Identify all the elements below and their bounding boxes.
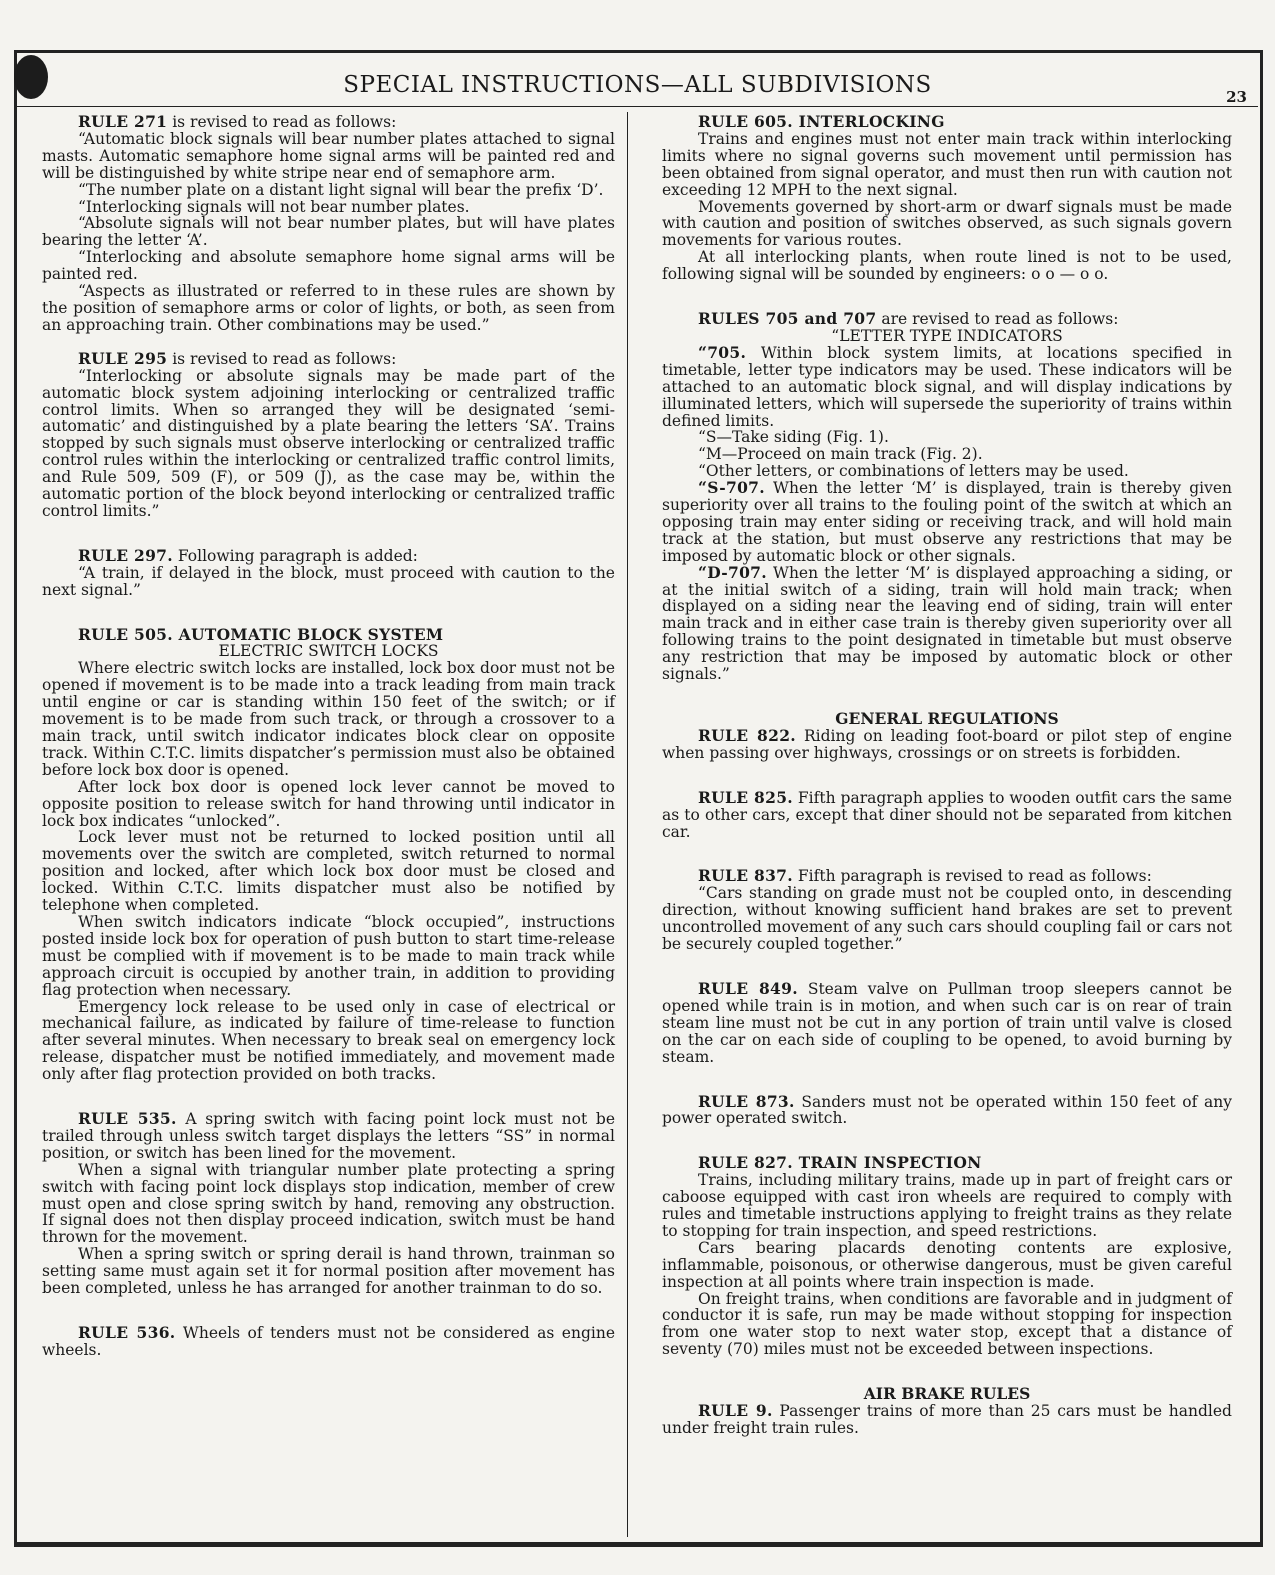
rule-825 bbox=[662, 787, 1232, 841]
rule-text: A spring switch with facing point lock must not be trailed through unless switch target displays the letters “SS” in normal position, or switch has been lined for the movement. bbox=[42, 1110, 615, 1162]
paragraph: “Absolute signals will not bear number plates, but will have plates bearing the letter ‘A’. bbox=[42, 214, 615, 250]
rule-827-heading: RULE 827. TRAIN INSPECTION bbox=[698, 1153, 982, 1173]
rule-label: RULES 705 and 707 bbox=[698, 309, 877, 329]
rule-text: is revised to read as follows: bbox=[167, 349, 397, 368]
rule-label: RULE 873. bbox=[698, 1091, 795, 1111]
rule-text: are revised to read as follows: bbox=[876, 310, 1119, 329]
paragraph: Cars bearing placards denoting contents are explosive, inflammable, poisonous, or otherwise dangerous, must be given careful inspection at all points where train inspection is made. bbox=[662, 1238, 1232, 1291]
section-heading: AIR BRAKE RULES bbox=[863, 1384, 1031, 1404]
paragraph: “A train, if delayed in the block, must proceed with caution to the next signal.” bbox=[42, 563, 615, 599]
paragraph: After lock box door is opened lock lever cannot be moved to opposite position to release switch for hand throwing until indicator in lock box indicates “unlocked”. bbox=[42, 777, 615, 830]
paragraph: “S—Take siding (Fig. 1). bbox=[698, 428, 889, 447]
header-rule bbox=[17, 106, 1258, 107]
paragraph: When a signal with triangular number plate protecting a spring switch with facing point lock displays stop indication, member of crew must open and close spring switch by hand, removing any obstruction. If signal does not then display proceed indication, switch must be hand thrown for the movement. bbox=[42, 1160, 615, 1247]
paragraph: “The number plate on a distant light signal will bear the prefix ‘D’. bbox=[78, 180, 604, 199]
rule-849 bbox=[662, 978, 1232, 1066]
rule-text: Wheels of tenders must not be considered as engine wheels. bbox=[42, 1324, 615, 1359]
paragraph: At all interlocking plants, when route lined is not to be used, following signal will be sounded by engineers: o o — o o. bbox=[662, 248, 1232, 284]
paragraph: Lock lever must not be returned to locked position until all movements over the switch are completed, switch returned to normal position and locked, after which lock box door must be closed and locked. Within C.T.C. limits dispatcher must also be notified by telephone when completed. bbox=[42, 828, 615, 915]
rule-label: RULE 271 bbox=[78, 112, 168, 131]
rule-297-intro bbox=[42, 545, 615, 565]
rule-271-intro bbox=[42, 114, 615, 131]
rule-505-heading: RULE 505. AUTOMATIC BLOCK SYSTEM bbox=[78, 624, 444, 644]
rule-label: “705. bbox=[698, 342, 747, 362]
rule-label: RULE 9. bbox=[698, 1401, 773, 1421]
rule-text: Riding on leading foot-board or pilot step of engine when passing over highways, crossings or on streets is forbidden. bbox=[662, 726, 1233, 762]
rule-text: Sanders must not be operated within 150 feet of any power operated switch. bbox=[662, 1092, 1232, 1128]
paragraph: “M—Proceed on main track (Fig. 2). bbox=[698, 445, 983, 464]
rule-label: RULE 837. bbox=[698, 866, 793, 886]
column-divider bbox=[627, 112, 628, 1537]
page-number: 23 bbox=[1226, 88, 1247, 106]
rule-705-intro bbox=[662, 311, 1232, 328]
rule-text: When the letter ‘M’ is displayed approaching a siding, or at the initial switch of a siding, train will hold main track; when displayed on a siding near the leaving end of siding, train will enter main track and in either case train is thereby given superiority over all following trains to the point designated in timetable but must observe any restriction that may be imposed by automatic block or other signals.” bbox=[662, 563, 1232, 684]
rule-text: Within block system limits, at locations specified in timetable, letter type indicators may be used. These indicators will be attached to an automatic block signal, and will display indications by illuminated letters, which will supersede the superiority of trains within defined limits. bbox=[662, 343, 1232, 430]
paragraph: “Cars standing on grade must not be coupled onto, in descending direction, without knowing sufficient hand brakes are set to prevent uncontrolled movement of any such cars should coupling fail or cars not be securely coupled together.” bbox=[662, 884, 1232, 954]
rule-label: RULE 825. bbox=[698, 787, 793, 807]
rule-text: Passenger trains of more than 25 cars must be handled under freight train rules. bbox=[662, 1402, 1232, 1437]
paragraph: “Interlocking and absolute semaphore home signal arms will be painted red. bbox=[42, 248, 615, 284]
rule-label: “S-707. bbox=[698, 478, 765, 498]
section-heading: GENERAL REGULATIONS bbox=[835, 709, 1059, 728]
rule-label: RULE 849. bbox=[698, 978, 798, 998]
paragraph: “Aspects as illustrated or referred to in these rules are shown by the position of semaphore arms or color of lights, or both, as seen from an approaching train. Other combinations may be used.” bbox=[42, 282, 615, 334]
rule-label: “D-707. bbox=[698, 562, 767, 582]
paragraph: When a spring switch or spring derail is hand thrown, trainman so setting same must again set it for normal position after movement has been completed, unless he has arranged for another trainman to do so. bbox=[42, 1245, 615, 1298]
rule-535 bbox=[42, 1111, 615, 1162]
rule-605-heading: RULE 605. INTERLOCKING bbox=[698, 112, 945, 131]
left-column bbox=[42, 114, 615, 1359]
paragraph: Where electric switch locks are installed, lock box door must not be opened if movement is to be made into a track leading from main track until engine or car is standing within 150 feet of the switch; or if movement is to be made from such track, or through a crossover to a main track, until switch indicator indicates block clear on opposite track. Within C.T.C. limits dispatcher’s permission must also be obtained before lock box door is opened. bbox=[42, 659, 615, 779]
paragraph: Movements governed by short-arm or dwarf signals must be made with caution and position of switches observed, as such signals govern movements for various routes. bbox=[662, 197, 1232, 250]
rule-text: Steam valve on Pullman troop sleepers cannot be opened while train is in motion, and when such car is on rear of train steam line must not be cut in any portion of train until valve is closed on the car on each side of coupling to be opened, to avoid burning by steam. bbox=[662, 979, 1232, 1066]
rule-536 bbox=[42, 1325, 615, 1359]
rule-9 bbox=[662, 1403, 1232, 1437]
paragraph bbox=[662, 562, 1232, 684]
paragraph: “Interlocking or absolute signals may be made part of the automatic block system adjoining interlocking or centralized traffic control limits. When so arranged they will be designated ‘semi-automatic’ and distinguished by a plate bearing the letters ‘SA’. Trains stopped by such signals must observe interlocking or centralized traffic control rules within the interlocking or centralized traffic control limits, and Rule 509, 509 (F), or 509 (J), as the case may be, within the automatic portion of the block beyond interlocking or centralized traffic control limits.” bbox=[42, 366, 615, 520]
rule-295-intro bbox=[42, 348, 615, 368]
page-title: SPECIAL INSTRUCTIONS—ALL SUBDIVISIONS bbox=[343, 72, 932, 98]
rule-822 bbox=[662, 725, 1233, 762]
rule-text: Following paragraph is added: bbox=[172, 546, 418, 565]
paragraph: Trains and engines must not enter main track within interlocking limits where no signal governs such movement until permission has been obtained from signal operator, and must then run with caution not exceeding 12 MPH to the next signal. bbox=[662, 129, 1232, 199]
paragraph: On freight trains, when conditions are favorable and in judgment of conductor it is safe, run may be made without stopping for inspection from one water stop to next water stop, except that a distance of seventy (70) miles must not be exceeded between inspections. bbox=[662, 1289, 1232, 1359]
subheading: “LETTER TYPE INDICATORS bbox=[831, 326, 1063, 345]
paragraph: Emergency lock release to be used only in case of electrical or mechanical failure, as indicated by failure of time-release to function after several minutes. When necessary to break seal on emergency lock release, dispatcher must be notified immediately, and movement made only after flag protection provided on both tracks. bbox=[42, 997, 615, 1084]
paragraph bbox=[662, 342, 1232, 430]
rule-label: RULE 295 bbox=[78, 348, 168, 368]
rule-text: When the letter ‘M’ is displayed, train is thereby given superiority over all trains to the fouling point of the switch at which an opposing train may enter siding or receiving track, and will hold main track at the station, but must observe any restrictions that may be imposed by automatic block or other signals. bbox=[662, 479, 1232, 565]
subheading: ELECTRIC SWITCH LOCKS bbox=[218, 642, 439, 661]
paragraph: Trains, including military trains, made up in part of freight cars or caboose equipped with cast iron wheels are required to comply with rules and timetable instructions applying to freight trains as they relate to stopping for train inspection, and speed restrictions. bbox=[662, 1171, 1232, 1240]
paragraph bbox=[662, 480, 1232, 565]
right-column bbox=[662, 114, 1232, 1437]
rule-label: RULE 297. bbox=[78, 545, 173, 565]
paragraph: “Automatic block signals will bear number plates attached to signal masts. Automatic semaphore home signal arms will be painted red and will be distinguished by white stripe near end of semaphore arm. bbox=[42, 129, 615, 182]
rule-label: RULE 822. bbox=[698, 725, 797, 745]
rule-label: RULE 535. bbox=[78, 1109, 177, 1129]
rule-text: is revised to read as follows: bbox=[167, 113, 397, 131]
paragraph: “Interlocking signals will not bear number plates. bbox=[78, 197, 470, 216]
rule-label: RULE 536. bbox=[78, 1323, 176, 1342]
paragraph: “Other letters, or combinations of letters may be used. bbox=[698, 462, 1129, 481]
rule-873 bbox=[662, 1091, 1232, 1128]
paragraph: When switch indicators indicate “block occupied”, instructions posted inside lock box for operation of push button to start time-release must be complied with if movement is to be made to main track while approach circuit is occupied by another train, in addition to providing flag protection when necessary. bbox=[42, 912, 615, 999]
rule-837-intro bbox=[662, 868, 1232, 885]
rule-text: Fifth paragraph is revised to read as follows: bbox=[792, 867, 1152, 886]
rule-text: Fifth paragraph applies to wooden outfit cars the same as to other cars, except that diner should not be separated from kitchen car. bbox=[662, 788, 1232, 841]
